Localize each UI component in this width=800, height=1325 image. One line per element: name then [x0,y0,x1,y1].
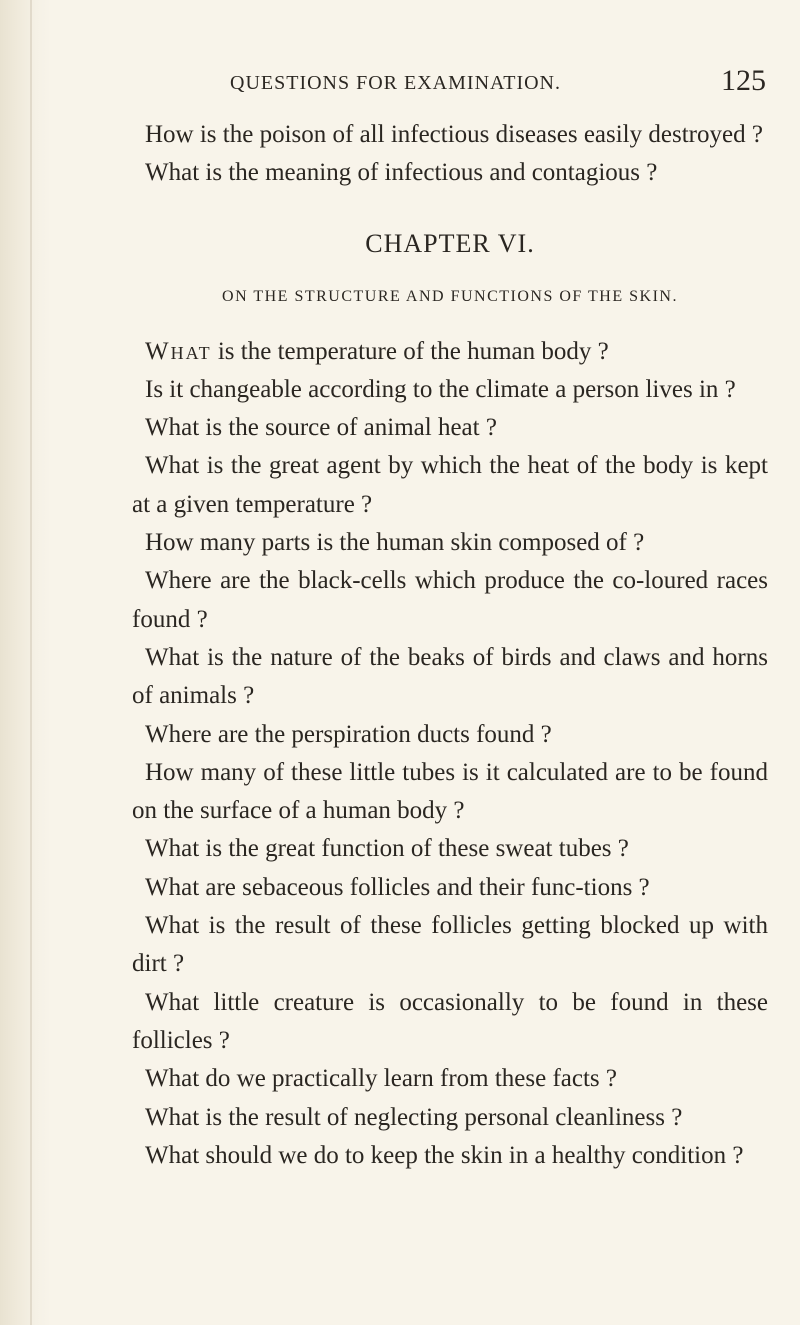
question: How is the poison of all infectious diseases easily destroyed ? [145,121,763,148]
question: How many of these little tubes is it calculated are to be found on the surface of a human body ? [132,758,768,825]
question: Where are the perspiration ducts found ? [145,720,552,748]
running-head: QUESTIONS FOR EXAMINATION. [230,72,561,94]
question [132,333,768,371]
question: What is the result of these follicles getting blocked up with dirt ? [132,912,768,978]
question: What is the meaning of infectious and contagious ? [145,159,658,187]
binding-shadow [0,0,52,1325]
question: What do we practically learn from these facts ? [145,1065,617,1093]
question: What is the source of animal heat ? [145,414,497,442]
question: What is the nature of the beaks of birds and claws and horns of animals ? [132,643,768,710]
question-text: is the temperature of the human body ? [211,337,609,365]
question: What is the great agent by which the heat of the body is kept at a given temperature ? [132,452,768,518]
question: What are sebaceous follicles and their func-tions ? [145,873,650,901]
chapter-title: CHAPTER VI. [365,228,535,258]
question: What should we do to keep the skin in a healthy condition ? [145,1141,744,1169]
question: Where are the black-cells which produce the co-loured races found ? [132,567,768,633]
question: Is it changeable according to the climate a person lives in ? [145,375,736,403]
question-first-word: What [145,337,212,365]
chapter-subtitle: ON THE STRUCTURE AND FUNCTIONS OF THE SKIN. [222,287,678,305]
question: What is the result of neglecting personal cleanliness ? [145,1103,683,1131]
question: What little creature is occasionally to be found in these follicles ? [132,988,768,1054]
question: What is the great function of these sweat tubes ? [145,835,629,863]
page-number: 125 [721,64,766,97]
question: How many parts is the human skin composed of ? [145,529,645,557]
page-body [132,116,768,1175]
